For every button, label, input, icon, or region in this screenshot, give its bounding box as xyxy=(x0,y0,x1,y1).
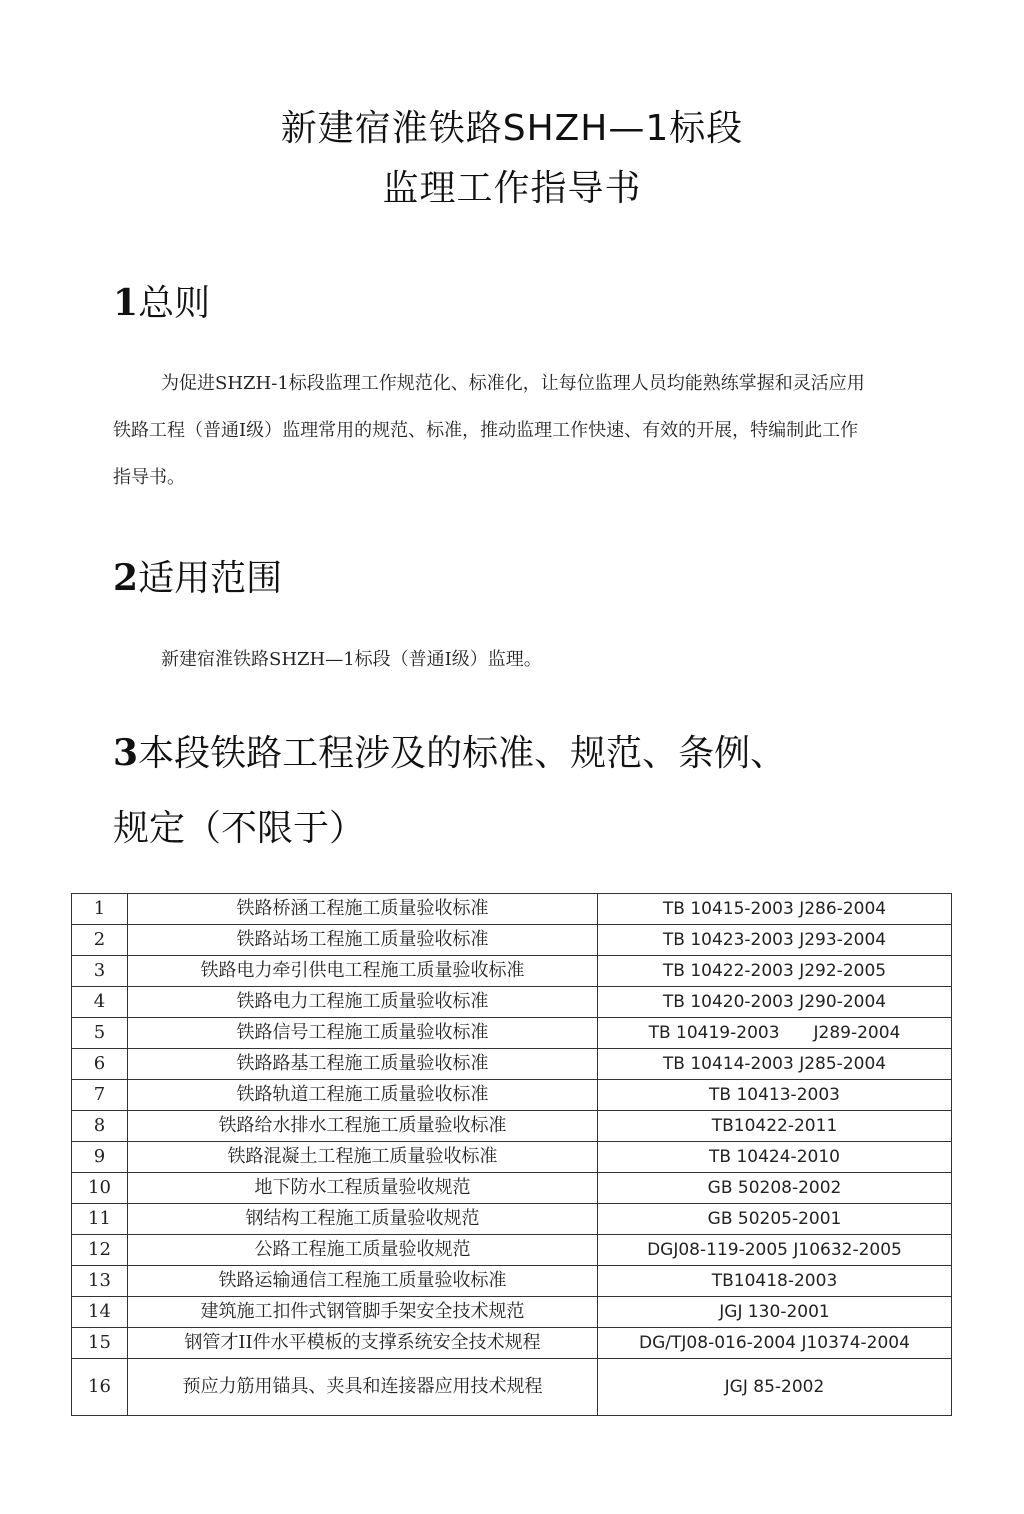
row-number: 13 xyxy=(72,1266,128,1297)
row-number: 11 xyxy=(72,1204,128,1235)
standard-name: 铁路给水排水工程施工质量验收标准 xyxy=(128,1111,598,1142)
table-row xyxy=(72,1142,952,1173)
row-number: 4 xyxy=(72,987,128,1018)
table-row xyxy=(72,956,952,987)
standard-name: 铁路电力牵引供电工程施工质量验收标准 xyxy=(128,956,598,987)
section2-number: 2 xyxy=(113,557,139,599)
standard-name: 地下防水工程质量验收规范 xyxy=(128,1173,598,1204)
section3-heading xyxy=(113,725,786,776)
row-number: 16 xyxy=(72,1359,128,1416)
standard-name: 建筑施工扣件式钢管脚手架安全技术规范 xyxy=(128,1297,598,1328)
row-number: 3 xyxy=(72,956,128,987)
standard-code: TB 10423-2003 J293-2004 xyxy=(598,925,952,956)
section2-paragraph: 新建宿淮铁路SHZH—1标段（普通I级）监理。 xyxy=(161,649,542,670)
row-number: 9 xyxy=(72,1142,128,1173)
standard-code: TB 10422-2003 J292-2005 xyxy=(598,956,952,987)
standard-name: 铁路运输通信工程施工质量验收标准 xyxy=(128,1266,598,1297)
standard-code: TB 10420-2003 J290-2004 xyxy=(598,987,952,1018)
standards-table xyxy=(71,893,952,1416)
standard-name: 公路工程施工质量验收规范 xyxy=(128,1235,598,1266)
standard-code: JGJ 85-2002 xyxy=(598,1359,952,1416)
row-number: 2 xyxy=(72,925,128,956)
standard-code: DGJ08-119-2005 J10632-2005 xyxy=(598,1235,952,1266)
table-row xyxy=(72,1266,952,1297)
standard-code: TB 10413-2003 xyxy=(598,1080,952,1111)
standard-name: 铁路站场工程施工质量验收标准 xyxy=(128,925,598,956)
row-number: 5 xyxy=(72,1018,128,1049)
standard-code: DG/TJ08-016-2004 J10374-2004 xyxy=(598,1328,952,1359)
standard-name: 铁路混凝土工程施工质量验收标准 xyxy=(128,1142,598,1173)
section3-title-line1: 本段铁路工程涉及的标准、规范、条例、 xyxy=(138,733,787,774)
section3-number: 3 xyxy=(113,732,139,774)
standard-name: 铁路路基工程施工质量验收标准 xyxy=(128,1049,598,1080)
section1-paragraph: 为促进SHZH-1标段监理工作规范化、标准化，让每位监理人员均能熟练掌握和灵活应用铁路工程（普通I级）监理常用的规范、标准，推动监理工作快速、有效的开展，特编制此工作指导书。 xyxy=(113,373,865,488)
standard-code: JGJ 130-2001 xyxy=(598,1297,952,1328)
standard-code: TB10422-2011 xyxy=(598,1111,952,1142)
table-row xyxy=(72,1173,952,1204)
document-title-line2: 监理工作指导书 xyxy=(382,168,642,209)
row-number: 14 xyxy=(72,1297,128,1328)
table-row xyxy=(72,1080,952,1111)
table-row xyxy=(72,1359,952,1416)
table-row xyxy=(72,1204,952,1235)
row-number: 7 xyxy=(72,1080,128,1111)
row-number: 12 xyxy=(72,1235,128,1266)
row-number: 10 xyxy=(72,1173,128,1204)
section3-heading-line2: 规定（不限于） xyxy=(113,808,366,849)
standard-code: TB 10415-2003 J286-2004 xyxy=(598,894,952,925)
standard-code: TB 10414-2003 J285-2004 xyxy=(598,1049,952,1080)
section2-title: 适用范围 xyxy=(138,558,283,599)
standard-name: 铁路轨道工程施工质量验收标准 xyxy=(128,1080,598,1111)
table-row xyxy=(72,894,952,925)
section1-number: 1 xyxy=(113,282,139,324)
table-row xyxy=(72,925,952,956)
standard-name: 钢结构工程施工质量验收规范 xyxy=(128,1204,598,1235)
section1-title: 总则 xyxy=(138,283,211,324)
table-row xyxy=(72,1235,952,1266)
table-row xyxy=(72,1328,952,1359)
standard-name: 铁路桥涵工程施工质量验收标准 xyxy=(128,894,598,925)
row-number: 6 xyxy=(72,1049,128,1080)
table-row xyxy=(72,1297,952,1328)
standard-name: 铁路电力工程施工质量验收标准 xyxy=(128,987,598,1018)
row-number: 1 xyxy=(72,894,128,925)
row-number: 15 xyxy=(72,1328,128,1359)
standard-name: 钢管才II件水平模板的支撑系统安全技术规程 xyxy=(128,1328,598,1359)
table-row xyxy=(72,1049,952,1080)
standard-code: TB10418-2003 xyxy=(598,1266,952,1297)
table-row xyxy=(72,1018,952,1049)
standard-name: 预应力筋用锚具、夹具和连接器应用技术规程 xyxy=(128,1359,598,1416)
document-title-line1: 新建宿淮铁路SHZH—1标段 xyxy=(280,108,744,149)
standard-code: TB 10419-2003 J289-2004 xyxy=(598,1018,952,1049)
standard-code: GB 50205-2001 xyxy=(598,1204,952,1235)
standard-code: TB 10424-2010 xyxy=(598,1142,952,1173)
section2-heading xyxy=(113,550,282,601)
section1-heading xyxy=(113,275,210,326)
standard-code: GB 50208-2002 xyxy=(598,1173,952,1204)
row-number: 8 xyxy=(72,1111,128,1142)
table-row xyxy=(72,1111,952,1142)
standard-name: 铁路信号工程施工质量验收标准 xyxy=(128,1018,598,1049)
table-row xyxy=(72,987,952,1018)
